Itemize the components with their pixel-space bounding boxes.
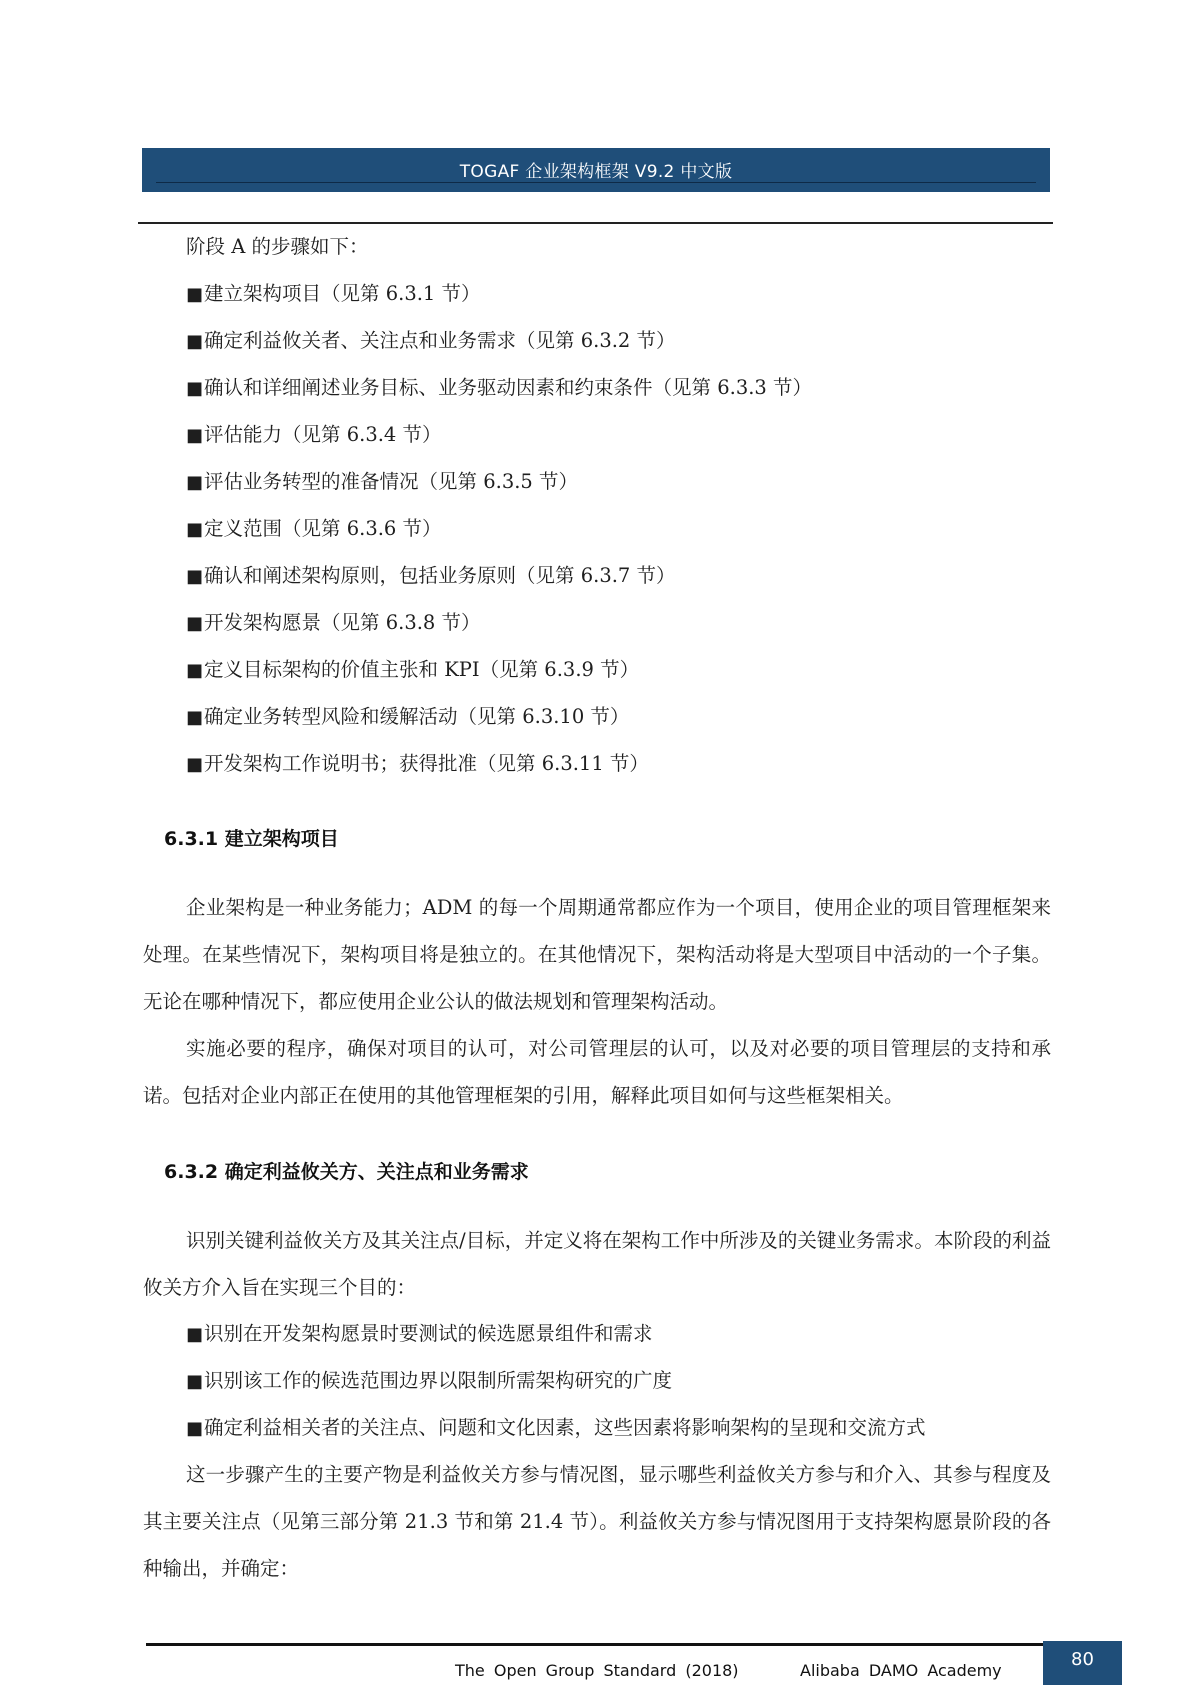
purpose-item xyxy=(186,1324,653,1344)
bullet-square-icon: ■ xyxy=(186,519,204,540)
step-text: 定义范围（见第 6.3.6 节） xyxy=(204,517,442,540)
bullet-square-icon: ■ xyxy=(186,754,204,775)
step-item xyxy=(186,754,649,774)
bullet-square-icon: ■ xyxy=(186,331,204,352)
bullet-square-icon: ■ xyxy=(186,707,204,728)
purpose-text: 确定利益相关者的关注点、问题和文化因素，这些因素将影响架构的呈现和交流方式 xyxy=(204,1416,926,1439)
bullet-square-icon: ■ xyxy=(186,566,204,587)
step-item xyxy=(186,331,676,351)
footer-rule xyxy=(146,1643,1051,1646)
purpose-text: 识别该工作的候选范围边界以限制所需架构研究的广度 xyxy=(204,1369,673,1392)
header-rule xyxy=(138,222,1053,224)
footer-translator: Alibaba DAMO Academy xyxy=(800,1661,1002,1680)
purpose-item xyxy=(186,1371,672,1391)
document-title: TOGAF 企业架构框架 V9.2 中文版 xyxy=(459,162,733,182)
step-text: 确认和阐述架构原则，包括业务原则（见第 6.3.7 节） xyxy=(204,564,676,587)
step-text: 评估业务转型的准备情况（见第 6.3.5 节） xyxy=(204,470,579,493)
step-text: 评估能力（见第 6.3.4 节） xyxy=(204,423,442,446)
step-item xyxy=(186,566,676,586)
header-inner-rule xyxy=(156,182,1036,183)
purpose-item xyxy=(186,1418,926,1438)
step-item xyxy=(186,378,812,398)
steps-intro: 阶段 A 的步骤如下： xyxy=(186,235,369,258)
paragraph: 企业架构是一种业务能力；ADM 的每一个周期通常都应作为一个项目，使用企业的项目管理框架来处理。在某些情况下，架构项目将是独立的。在其他情况下，架构活动将是大型项目中活动的一个子集。无论在哪种情况下，都应使用企业公认的做法规划和管理架构活动。 xyxy=(143,896,1051,1013)
step-text: 建立架构项目（见第 6.3.1 节） xyxy=(204,282,481,305)
header-bar xyxy=(142,148,1050,192)
step-item xyxy=(186,472,578,492)
purpose-text: 识别在开发架构愿景时要测试的候选愿景组件和需求 xyxy=(204,1322,653,1345)
bullet-square-icon: ■ xyxy=(186,284,204,305)
step-item xyxy=(186,707,629,727)
step-item xyxy=(186,284,481,304)
section-heading-6-3-1: 6.3.1 建立架构项目 xyxy=(164,828,339,850)
section-heading-6-3-2: 6.3.2 确定利益攸关方、关注点和业务需求 xyxy=(164,1161,529,1183)
step-item xyxy=(186,613,481,633)
page-number: 80 xyxy=(1071,1649,1094,1670)
bullet-square-icon: ■ xyxy=(186,660,204,681)
step-item xyxy=(186,425,442,445)
bullet-square-icon: ■ xyxy=(186,472,204,493)
footer-publisher: The Open Group Standard (2018) xyxy=(455,1661,739,1680)
step-text: 开发架构工作说明书；获得批准（见第 6.3.11 节） xyxy=(204,752,649,775)
bullet-square-icon: ■ xyxy=(186,1371,204,1392)
step-text: 确认和详细阐述业务目标、业务驱动因素和约束条件（见第 6.3.3 节） xyxy=(204,376,813,399)
paragraph: 这一步骤产生的主要产物是利益攸关方参与情况图，显示哪些利益攸关方参与和介入、其参与程度及其主要关注点（见第三部分第 21.3 节和第 21.4 节）。利益攸关方参与情况图用于支持架构愿景阶段的各种输出，并确定： xyxy=(143,1463,1051,1580)
step-text: 确定业务转型风险和缓解活动（见第 6.3.10 节） xyxy=(204,705,630,728)
step-text: 定义目标架构的价值主张和 KPI（见第 6.3.9 节） xyxy=(204,658,640,681)
step-text: 开发架构愿景（见第 6.3.8 节） xyxy=(204,611,481,634)
page-number-box xyxy=(1043,1641,1122,1685)
paragraph: 识别关键利益攸关方及其关注点/目标，并定义将在架构工作中所涉及的关键业务需求。本阶段的利益攸关方介入旨在实现三个目的： xyxy=(143,1229,1051,1299)
paragraph: 实施必要的程序，确保对项目的认可，对公司管理层的认可，以及对必要的项目管理层的支持和承诺。包括对企业内部正在使用的其他管理框架的引用，解释此项目如何与这些框架相关。 xyxy=(143,1037,1051,1107)
step-item xyxy=(186,519,442,539)
step-item xyxy=(186,660,639,680)
bullet-square-icon: ■ xyxy=(186,425,204,446)
bullet-square-icon: ■ xyxy=(186,613,204,634)
bullet-square-icon: ■ xyxy=(186,1418,204,1439)
step-text: 确定利益攸关者、关注点和业务需求（见第 6.3.2 节） xyxy=(204,329,676,352)
bullet-square-icon: ■ xyxy=(186,1324,204,1345)
bullet-square-icon: ■ xyxy=(186,378,204,399)
